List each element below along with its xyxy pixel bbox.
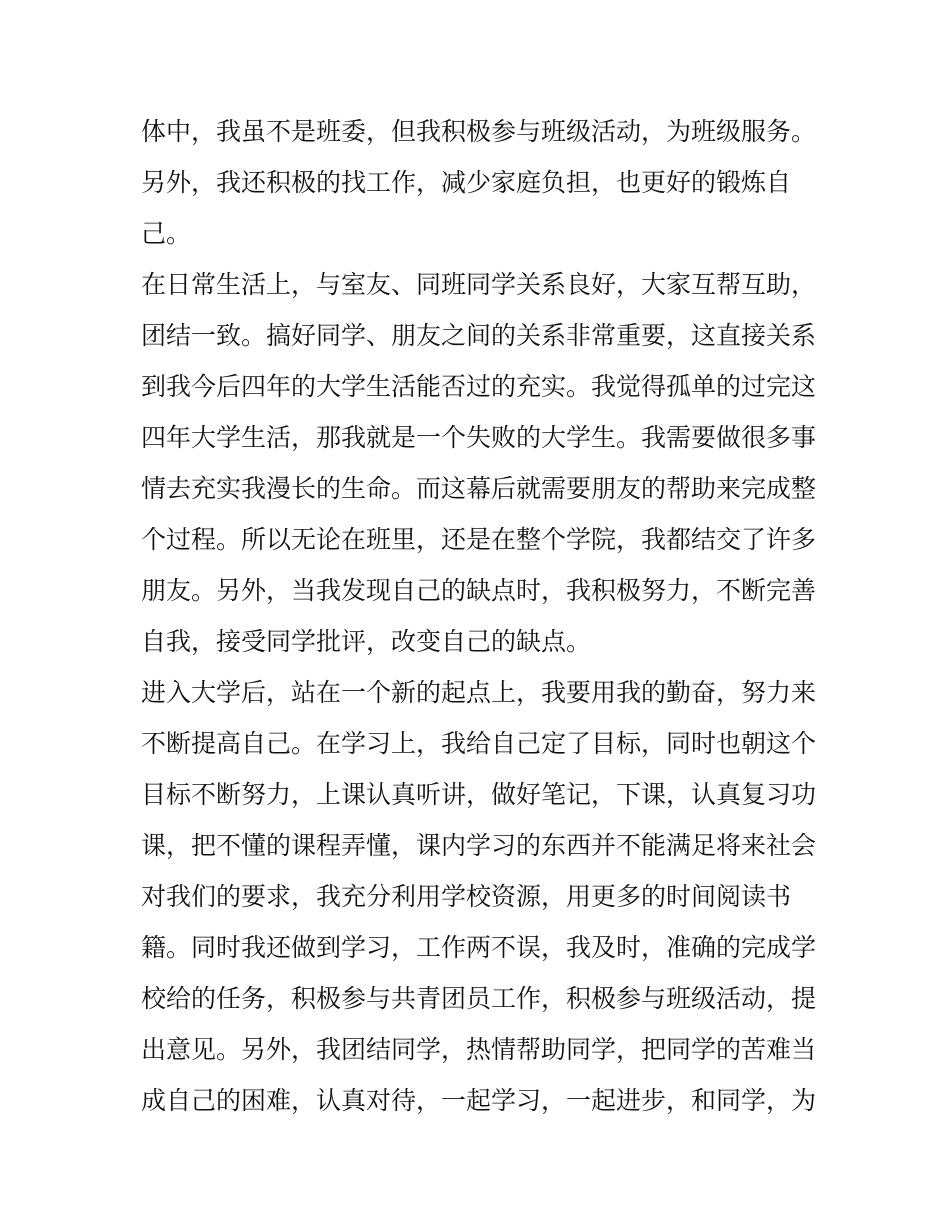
text-line: 目标不断努力，上课认真听讲，做好笔记，下课，认真复习功 xyxy=(141,780,817,809)
text-line: 课，把不懂的课程弄懂，课内学习的东西并不能满足将来社会 xyxy=(141,831,817,860)
text-line: 己。 xyxy=(141,219,192,248)
text-line: 团结一致。搞好同学、朋友之间的关系非常重要，这直接关系 xyxy=(141,321,817,350)
text-line: 籍。同时我还做到学习，工作两不误，我及时，准确的完成学 xyxy=(141,933,817,962)
text-line: 体中，我虽不是班委，但我积极参与班级活动，为班级服务。 xyxy=(141,117,817,146)
text-line: 成自己的困难，认真对待，一起学习，一起进步，和同学，为 xyxy=(141,1086,817,1115)
text-line: 不断提高自己。在学习上，我给自己定了目标，同时也朝这个 xyxy=(141,729,817,758)
text-line: 进入大学后，站在一个新的起点上，我要用我的勤奋，努力来 xyxy=(141,678,817,707)
text-line: 到我今后四年的大学生活能否过的充实。我觉得孤单的过完这 xyxy=(141,372,817,401)
body-text xyxy=(141,106,821,1126)
text-line: 四年大学生活，那我就是一个失败的大学生。我需要做很多事 xyxy=(141,423,817,452)
text-line: 自我，接受同学批评，改变自己的缺点。 xyxy=(141,627,592,656)
text-line: 出意见。另外，我团结同学，热情帮助同学，把同学的苦难当 xyxy=(141,1035,817,1064)
text-line: 情去充实我漫长的生命。而这幕后就需要朋友的帮助来完成整 xyxy=(141,474,817,503)
text-line: 校给的任务，积极参与共青团员工作，积极参与班级活动，提 xyxy=(141,984,817,1013)
text-line: 个过程。所以无论在班里，还是在整个学院，我都结交了许多 xyxy=(141,525,817,554)
text-line: 朋友。另外，当我发现自己的缺点时，我积极努力，不断完善 xyxy=(141,576,817,605)
text-line: 在日常生活上，与室友、同班同学关系良好，大家互帮互助， xyxy=(141,270,817,299)
text-line: 对我们的要求，我充分利用学校资源，用更多的时间阅读书 xyxy=(141,882,792,911)
text-line: 另外，我还积极的找工作，减少家庭负担，也更好的锻炼自 xyxy=(141,168,792,197)
